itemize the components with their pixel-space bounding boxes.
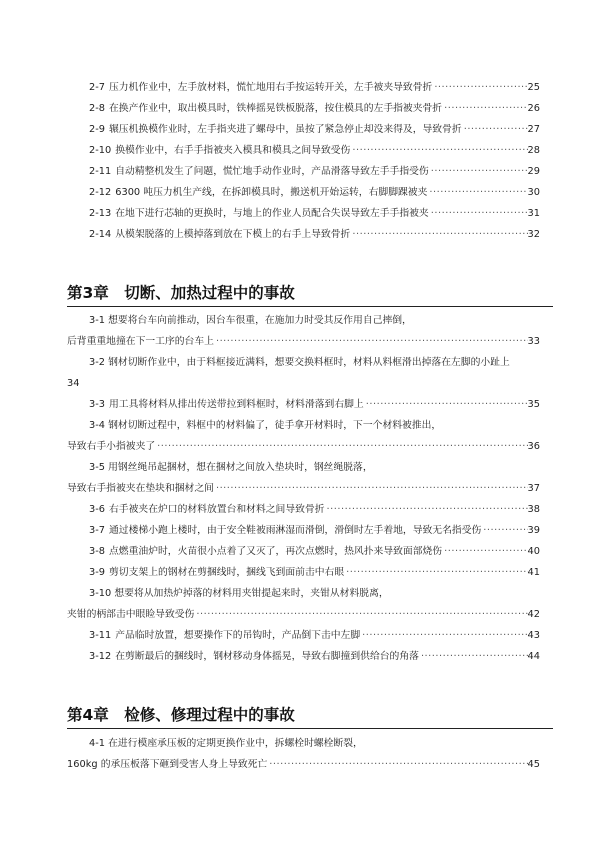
entry-number: 3-5 [89, 462, 106, 473]
entry-title: 右手被夹在炉口的材料放置台和材料之间导致骨折 [109, 504, 325, 515]
entry-page: 37 [527, 483, 540, 494]
entry-number: 3-2 [89, 357, 106, 368]
entry-number: 2-12 [89, 187, 112, 198]
chapter-title: 检修、修理过程中的事故 [124, 706, 295, 724]
entry-page: 39 [527, 525, 540, 536]
entry-title-continued: 后背重重地撞在下一工序的台车上 [67, 336, 214, 347]
toc-entry[interactable] [89, 186, 540, 200]
dot-leader [350, 228, 527, 242]
toc-entry[interactable] [89, 524, 540, 538]
chapter-heading [67, 281, 553, 307]
entry-page: 43 [527, 630, 540, 641]
entry-number: 2-13 [89, 208, 112, 219]
entry-page: 25 [527, 82, 540, 93]
toc-entry-line[interactable] [89, 587, 389, 601]
toc-entry[interactable] [89, 81, 540, 95]
dot-leader [267, 758, 527, 772]
chapter-title: 切断、加热过程中的事故 [124, 284, 295, 302]
toc-entry[interactable] [89, 144, 540, 158]
chapter-heading [67, 703, 553, 729]
dot-leader [364, 398, 528, 412]
dot-leader [360, 629, 527, 643]
entry-title: 用工具将材料从排出传送带拉到料框时，材料滑落到右脚上 [109, 399, 364, 410]
dot-leader [427, 186, 527, 200]
entry-title: 用钢丝绳吊起捆材，想在捆材之间放入垫块时，钢丝绳脱落， [108, 462, 373, 473]
entry-title: 剪切支架上的钢材在剪捆线时，捆线飞到面前击中右眼 [109, 567, 345, 578]
entry-title: 换模作业中，右手手指被夹入模具和模具之间导致受伤 [115, 145, 351, 156]
entry-title: 在剪断最后的捆线时，钢材移动身体摇晃，导致右脚撞到供给台的角落 [115, 651, 419, 662]
entry-title: 辗压机换模作业时，左手指夹进了螺母中，虽按了紧急停止却没来得及，导致骨折 [109, 124, 462, 135]
entry-title-continued: 夹钳的柄部击中眼睑导致受伤 [67, 609, 195, 620]
toc-entry-continuation[interactable] [67, 335, 540, 349]
dot-leader [194, 608, 527, 622]
entry-title: 压力机作业中，左手放材料，慌忙地用右手按运转开关，左手被夹导致骨折 [109, 82, 433, 93]
entry-number: 4-1 [89, 738, 106, 749]
entry-title: 通过楼梯小跑上楼时，由于安全鞋被雨淋湿而滑倒，滑倒时左手着地，导致无名指受伤 [109, 525, 482, 536]
dot-leader [481, 524, 527, 538]
entry-number: 3-4 [89, 420, 106, 431]
entry-title: 自动精整机发生了问题，慌忙地手动作业时，产品滑落导致左手手指受伤 [115, 166, 429, 177]
dot-leader [350, 144, 527, 158]
entry-number: 2-7 [89, 82, 106, 93]
entry-number: 2-14 [89, 229, 112, 240]
entry-page: 35 [527, 399, 540, 410]
entry-number: 2-9 [89, 124, 106, 135]
toc-entry-continuation[interactable] [67, 758, 540, 772]
chapter-number: 第4章 [67, 706, 109, 724]
entry-title-continued: 导致右手指被夹在垫块和捆材之间 [67, 483, 214, 494]
dot-leader [462, 123, 528, 137]
entry-title: 在进行模座承压板的定期更换作业中，拆螺栓时螺栓断裂， [108, 738, 363, 749]
entry-title-continued: 导致右手小指被夹了 [67, 441, 156, 452]
dot-leader [214, 335, 528, 349]
dot-leader [432, 81, 527, 95]
toc-entry-continuation[interactable] [67, 482, 540, 496]
toc-entry[interactable] [89, 650, 540, 664]
entry-title-continued: 160kg 的承压板落下砸到受害人身上导致死亡 [67, 759, 268, 770]
entry-title: 想要将台车向前推动，因台车很重，在施加力时受其反作用自己摔倒， [108, 315, 412, 326]
entry-page: 45 [527, 759, 540, 770]
toc-entry-line[interactable] [89, 461, 373, 475]
toc-entry[interactable] [89, 102, 540, 116]
entry-page: 26 [527, 103, 540, 114]
entry-page: 42 [527, 609, 540, 620]
entry-title: 从模架脱落的上模掉落到放在下模上的右手上导致骨折 [115, 229, 351, 240]
dot-leader [442, 545, 527, 559]
entry-title: 钢材切断过程中，料框中的材料偏了，徒手拿开材料时，下一个材料被推出， [108, 420, 442, 431]
entry-page: 31 [527, 208, 540, 219]
dot-leader [429, 207, 528, 221]
toc-entry[interactable] [89, 566, 540, 580]
entry-number: 3-9 [89, 567, 106, 578]
entry-number: 3-3 [89, 399, 106, 410]
entry-number: 3-8 [89, 546, 106, 557]
entry-title: 钢材切断作业中，由于料框接近满料，想要交换料框时，材料从料框滑出掉落在左脚的小趾上 [108, 357, 510, 368]
toc-entry-continuation[interactable] [67, 608, 540, 622]
entry-number: 3-12 [89, 651, 112, 662]
toc-entry-line[interactable] [89, 737, 363, 751]
toc-entry[interactable] [89, 503, 540, 517]
dot-leader [429, 165, 528, 179]
toc-entry-continuation[interactable] [67, 377, 79, 391]
entry-page: 30 [527, 187, 540, 198]
entry-page: 40 [527, 546, 540, 557]
dot-leader [344, 566, 527, 580]
entry-page: 32 [527, 229, 540, 240]
entry-page: 27 [527, 124, 540, 135]
entry-page: 28 [527, 145, 540, 156]
toc-entry[interactable] [89, 123, 540, 137]
entry-number: 3-7 [89, 525, 106, 536]
dot-leader [155, 440, 527, 454]
entry-page: 38 [527, 504, 540, 515]
entry-title: 在地下进行芯轴的更换时，与地上的作业人员配合失误导致左手手指被夹 [115, 208, 429, 219]
dot-leader [214, 482, 528, 496]
entry-number: 3-10 [89, 588, 112, 599]
entry-page: 44 [527, 651, 540, 662]
entry-page: 29 [527, 166, 540, 177]
entry-title: 想要将从加热炉掉落的材料用夹钳提起来时，夹钳从材料脱离， [114, 588, 389, 599]
entry-page: 41 [527, 567, 540, 578]
entry-title: 6300 吨压力机生产线，在拆卸模具时，搬送机开始运转，右脚脚踝被夹 [115, 187, 428, 198]
entry-title: 点燃重油炉时，火苗很小点着了又灭了，再次点燃时，热风扑来导致面部烧伤 [109, 546, 443, 557]
dot-leader [325, 503, 528, 517]
toc-entry-line[interactable] [89, 356, 510, 370]
entry-page: 36 [527, 441, 540, 452]
toc-entry[interactable] [89, 629, 540, 643]
entry-number: 2-11 [89, 166, 112, 177]
dot-leader [442, 102, 527, 116]
dot-leader [419, 650, 528, 664]
toc-entry-line[interactable] [89, 314, 412, 328]
entry-number: 3-1 [89, 315, 106, 326]
toc-entry-line[interactable] [89, 419, 441, 433]
entry-number: 3-11 [89, 630, 112, 641]
entry-number: 2-8 [89, 103, 106, 114]
entry-page: 33 [527, 336, 540, 347]
chapter-number: 第3章 [67, 284, 109, 302]
entry-title: 产品临时放置，想要操作下的吊钩时，产品倒下击中左脚 [115, 630, 361, 641]
entry-title: 在换产作业中，取出模具时，铁棒摇晃铁板脱落，按住模具的左手指被夹骨折 [109, 103, 443, 114]
entry-page: 34 [67, 378, 80, 389]
toc-entry-continuation[interactable] [67, 440, 540, 454]
toc-entry[interactable] [89, 398, 540, 412]
toc-entry[interactable] [89, 228, 540, 242]
toc-entry[interactable] [89, 207, 540, 221]
toc-entry[interactable] [89, 165, 540, 179]
entry-number: 3-6 [89, 504, 106, 515]
toc-entry[interactable] [89, 545, 540, 559]
entry-number: 2-10 [89, 145, 112, 156]
